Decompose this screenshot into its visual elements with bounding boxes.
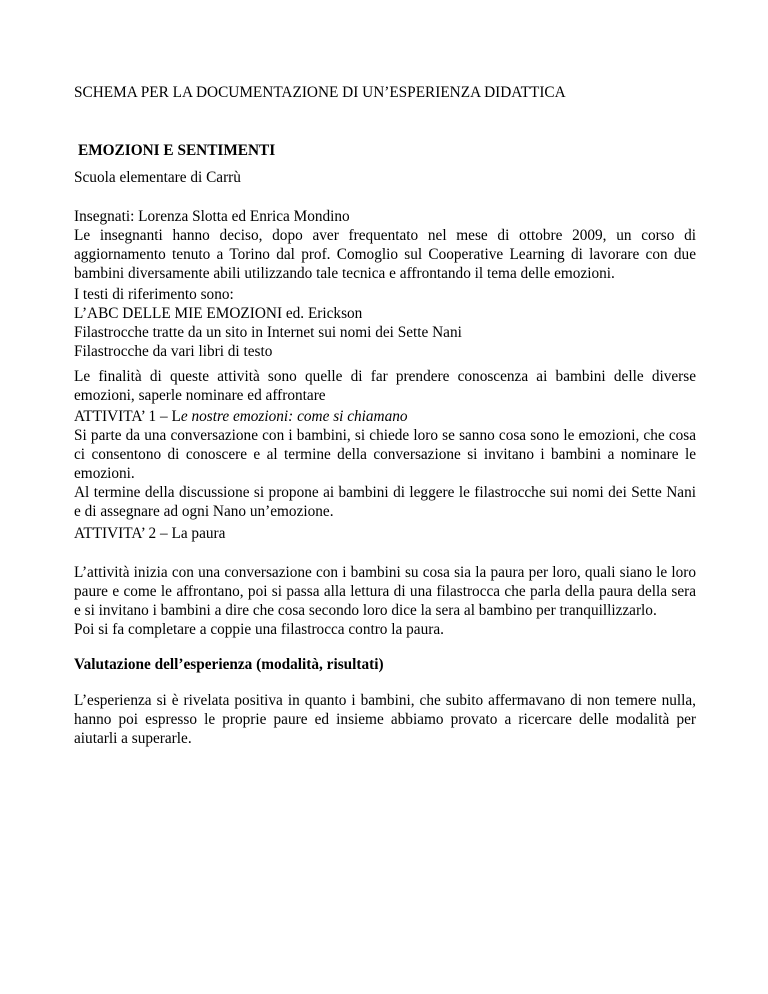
activity2-para1: L’attività inizia con una conversazione con i bambini su cosa sia la paura per loro, quali siano le loro paure e come le affrontano, poi si passa alla lettura di una filastrocca che parla della paura della sera e si invitano i bambini a dire che cosa secondo loro dice la sera al bambino per tranquillizzarlo. — [74, 564, 696, 619]
references-block — [74, 285, 696, 361]
schema-title: SCHEMA PER LA DOCUMENTAZIONE DI UN’ESPERIENZA DIDATTICA — [74, 84, 566, 101]
school-name: Scuola elementare di Carrù — [74, 169, 241, 186]
reference-item: L’ABC DELLE MIE EMOZIONI ed. Erickson — [74, 305, 363, 322]
references-intro: I testi di riferimento sono: — [74, 286, 234, 303]
activity2-block — [74, 563, 696, 639]
activity1-title-italic: e nostre emozioni: come si chiamano — [180, 408, 408, 425]
activity1-para1: Si parte da una conversazione con i bambini, si chiede loro se sanno cosa sono le emozioni, che cosa ci consentono di conoscere e al termine della conversazione si invitano i bambini a nominare le emozioni. — [74, 427, 696, 482]
teachers-line: Insegnati: Lorenza Slotta ed Enrica Mondino — [74, 208, 350, 225]
activity1-title — [74, 407, 696, 426]
activity2-title: ATTIVITA’ 2 – La paura — [74, 525, 226, 542]
teachers-paragraph: Le insegnanti hanno deciso, dopo aver frequentato nel mese di ottobre 2009, un corso di aggiornamento tenuto a Torino dal prof. Comoglio sul Cooperative Learning di lavorare con due bambini diversamente abili utilizzando tale tecnica e affrontando il tema delle emozioni. — [74, 227, 696, 282]
activity1-block — [74, 407, 696, 521]
goals-paragraph: Le finalità di queste attività sono quelle di far prendere conoscenza ai bambini delle diverse emozioni, saperle nominare ed affrontare — [74, 368, 696, 404]
section-heading: EMOZIONI E SENTIMENTI — [78, 142, 276, 159]
evaluation-heading: Valutazione dell’esperienza (modalità, risultati) — [74, 656, 384, 673]
reference-item: Filastrocche da vari libri di testo — [74, 343, 273, 360]
activity2-para2: Poi si fa completare a coppie una filastrocca contro la paura. — [74, 621, 444, 638]
evaluation-text: L’esperienza si è rivelata positiva in quanto i bambini, che subito affermavano di non temere nulla, hanno poi espresso le proprie paure ed insieme abbiamo provato a ricercare delle modalità per aiutarli a superarle. — [74, 692, 696, 747]
teachers-block — [74, 207, 696, 283]
activity1-para2: Al termine della discussione si propone ai bambini di leggere le filastrocche sui nomi dei Sette Nani e di assegnare ad ogni Nano un’emozione. — [74, 484, 696, 520]
activity1-prefix: ATTIVITA’ 1 – L — [74, 408, 181, 425]
reference-item: Filastrocche tratte da un sito in Internet sui nomi dei Sette Nani — [74, 324, 462, 341]
